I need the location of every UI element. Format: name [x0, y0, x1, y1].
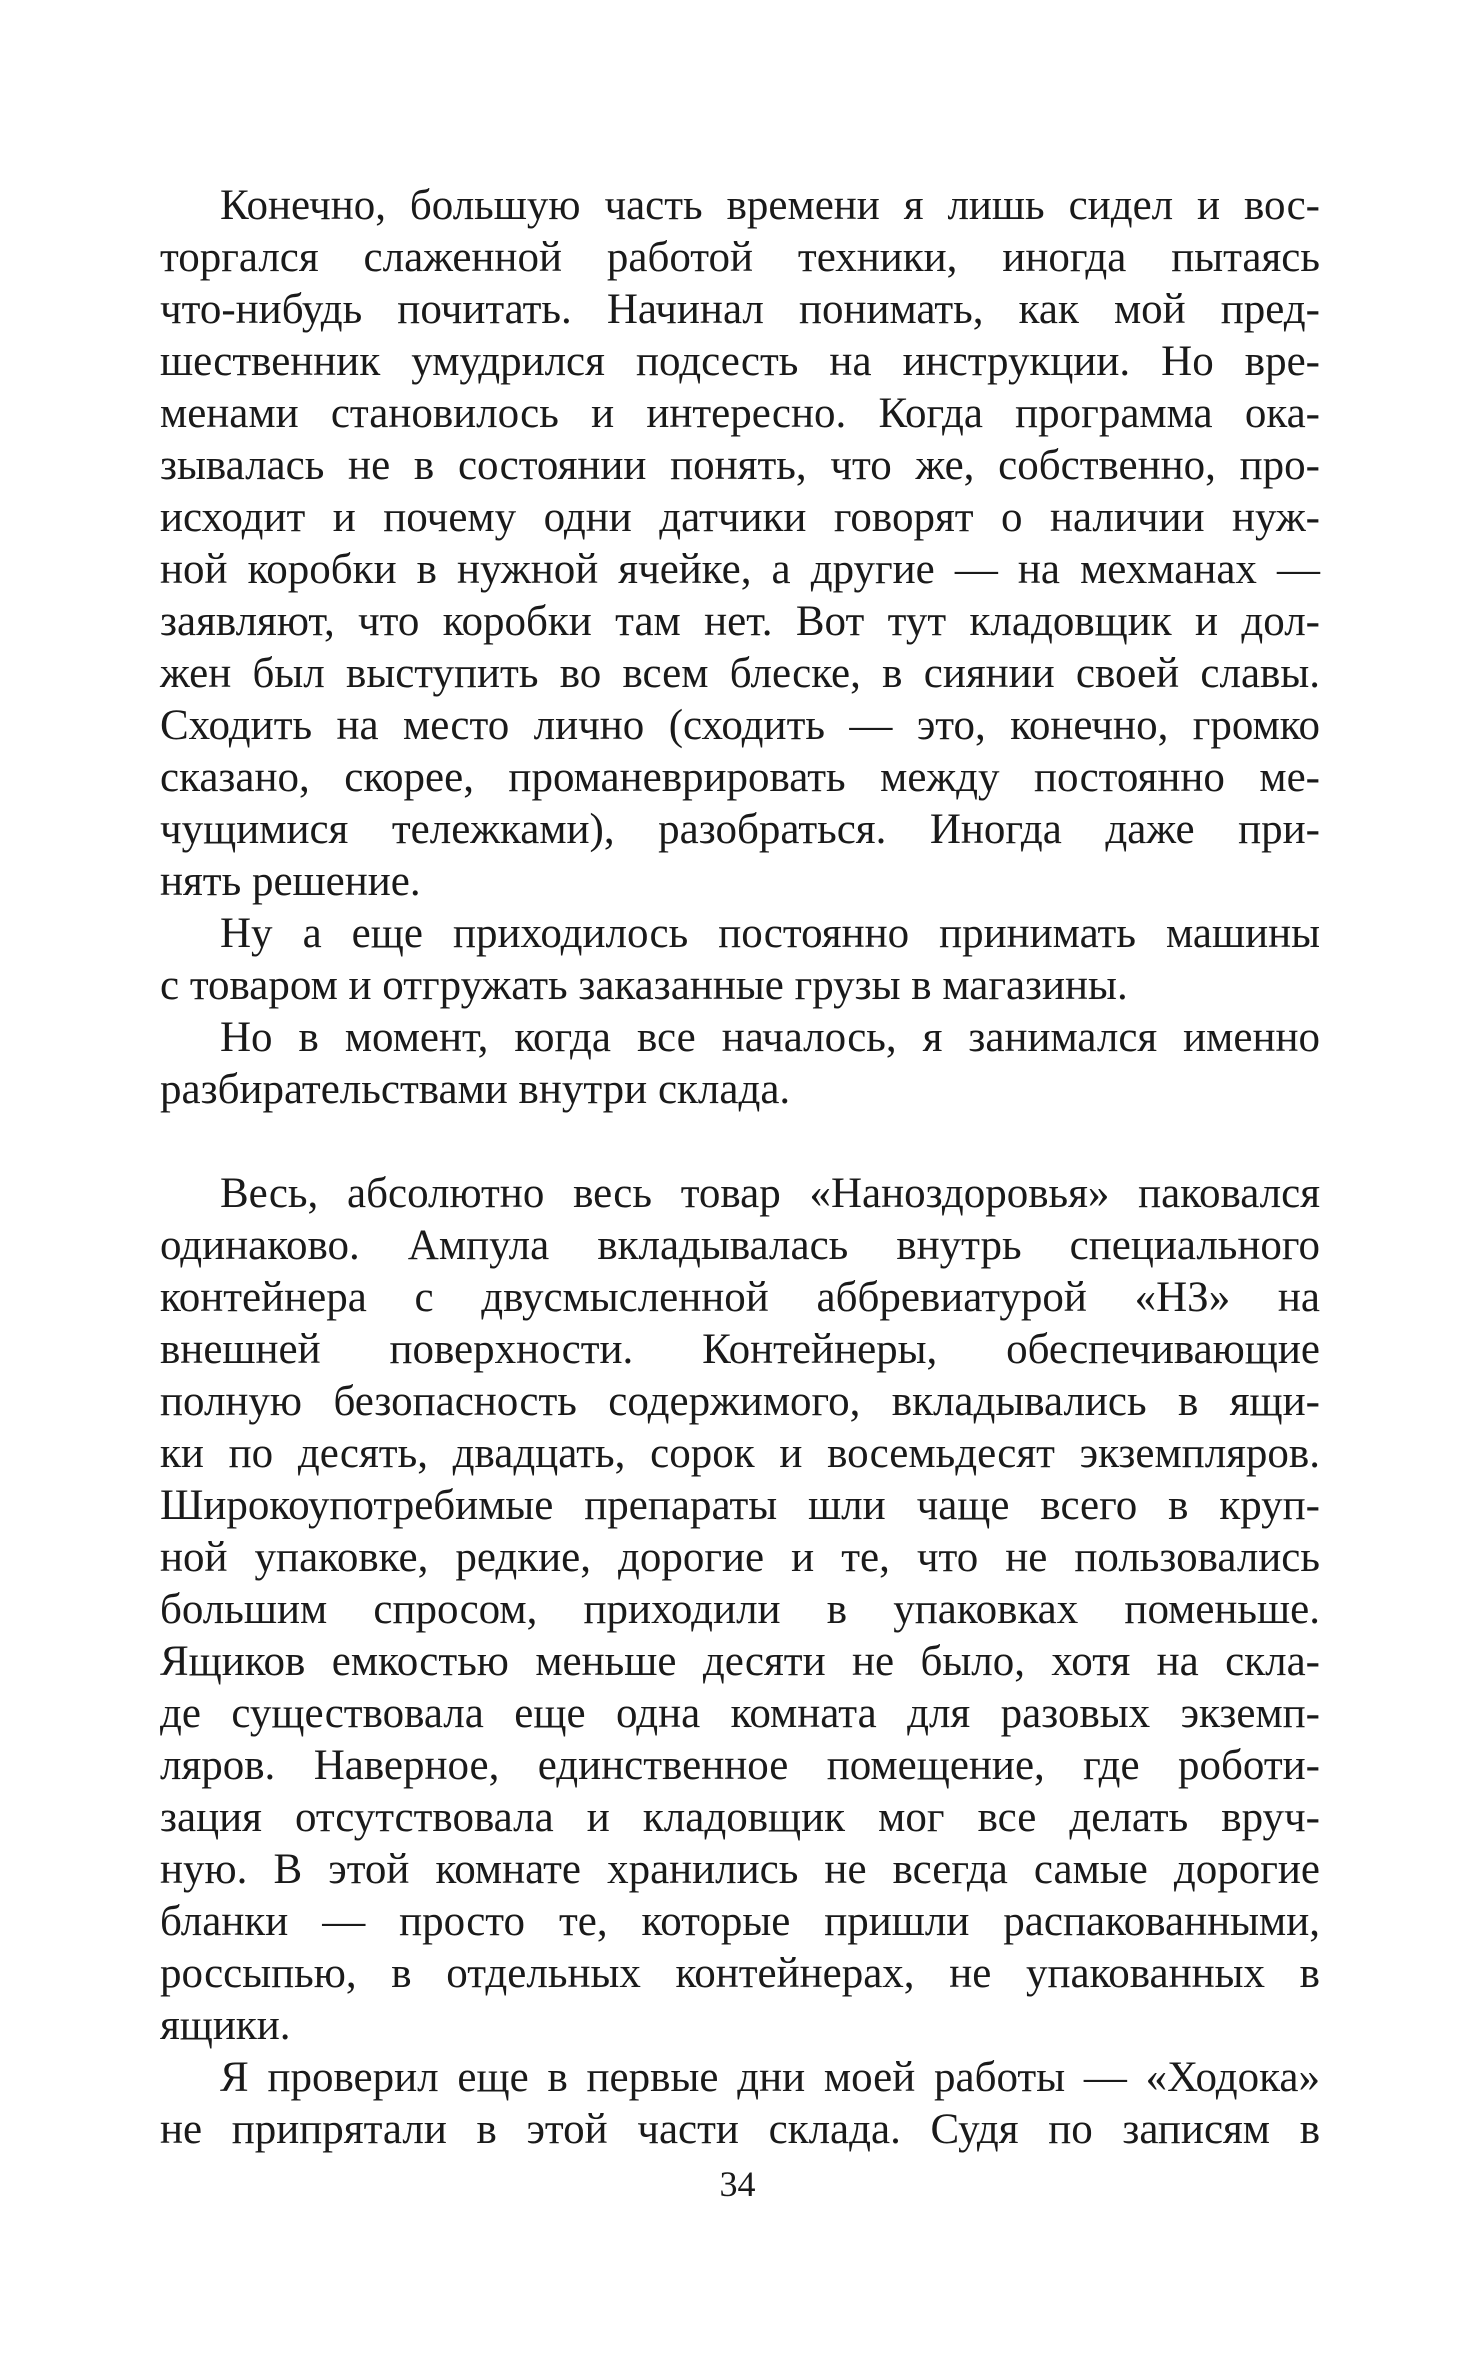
section-gap [160, 1116, 1320, 1168]
text-line: ной коробки в нужной ячейке, а другие — на мехманах — [160, 546, 1320, 593]
text-line: ной упаковке, редкие, дорогие и те, что не пользовались [160, 1534, 1320, 1581]
text-line: Широкоупотребимые препараты шли чаще всего в круп- [160, 1482, 1320, 1529]
text-line: ки по десять, двадцать, сорок и восемьдесят экземпляров. [160, 1430, 1320, 1477]
text-line: шественник умудрился подсесть на инструкции. Но вре- [160, 338, 1320, 385]
text-line: де существовала еще одна комната для разовых экземп- [160, 1690, 1320, 1737]
text-line: нять решение. [160, 858, 421, 905]
text-line: Ящиков емкостью меньше десяти не было, хотя на скла- [160, 1638, 1320, 1685]
text-line: ящики. [160, 2002, 291, 2049]
text-line: с товаром и отгружать заказанные грузы в магазины. [160, 962, 1128, 1009]
text-line: контейнера с двусмысленной аббревиатурой «НЗ» на [160, 1274, 1320, 1321]
text-line: менами становилось и интересно. Когда программа ока- [160, 390, 1320, 437]
text-line: что-нибудь почитать. Начинал понимать, как мой пред- [160, 286, 1320, 333]
text-line: россыпью, в отдельных контейнерах, не упакованных в [160, 1950, 1320, 1997]
paragraph [160, 908, 1320, 1012]
text-line: Весь, абсолютно весь товар «Наноздоровья» паковался [220, 1170, 1320, 1217]
text-line: жен был выступить во всем блеске, в сиянии своей славы. [160, 650, 1320, 697]
paragraph [160, 180, 1320, 908]
text-line: ляров. Наверное, единственное помещение, где роботи- [160, 1742, 1320, 1789]
paragraph [160, 2052, 1320, 2156]
text-line: Сходить на место лично (сходить — это, конечно, громко [160, 702, 1320, 749]
page-text [160, 180, 1320, 2156]
paragraph [160, 1168, 1320, 2052]
text-line: не припрятали в этой части склада. Судя по записям в [160, 2106, 1320, 2153]
paragraph [160, 1012, 1320, 1116]
text-line: внешней поверхности. Контейнеры, обеспечивающие [160, 1326, 1320, 1373]
text-line: сказано, скорее, проманеврировать между постоянно ме- [160, 754, 1320, 801]
text-line: бланки — просто те, которые пришли распакованными, [160, 1898, 1320, 1945]
text-line: Я проверил еще в первые дни моей работы — «Ходока» [220, 2054, 1320, 2101]
text-line: исходит и почему одни датчики говорят о наличии нуж- [160, 494, 1320, 541]
text-line: заявляют, что коробки там нет. Вот тут кладовщик и дол- [160, 598, 1320, 645]
text-line: одинаково. Ампула вкладывалась внутрь специального [160, 1222, 1320, 1269]
text-line: большим спросом, приходили в упаковках поменьше. [160, 1586, 1320, 1633]
text-line: Но в момент, когда все началось, я занимался именно [220, 1014, 1320, 1061]
text-line: зация отсутствовала и кладовщик мог все делать вруч- [160, 1794, 1320, 1841]
text-line: полную безопасность содержимого, вкладывались в ящи- [160, 1378, 1320, 1425]
text-line: ную. В этой комнате хранились не всегда самые дорогие [160, 1846, 1320, 1893]
text-line: разбирательствами внутри склада. [160, 1066, 791, 1113]
text-line: Ну а еще приходилось постоянно принимать машины [220, 910, 1320, 957]
page-number: 34 [719, 2164, 756, 2204]
text-line: Конечно, большую часть времени я лишь сидел и вос- [220, 182, 1320, 229]
text-line: чущимися тележками), разобраться. Иногда даже при- [160, 806, 1320, 853]
text-line: торгался слаженной работой техники, иногда пытаясь [160, 234, 1320, 281]
text-line: зывалась не в состоянии понять, что же, собственно, про- [160, 442, 1320, 489]
